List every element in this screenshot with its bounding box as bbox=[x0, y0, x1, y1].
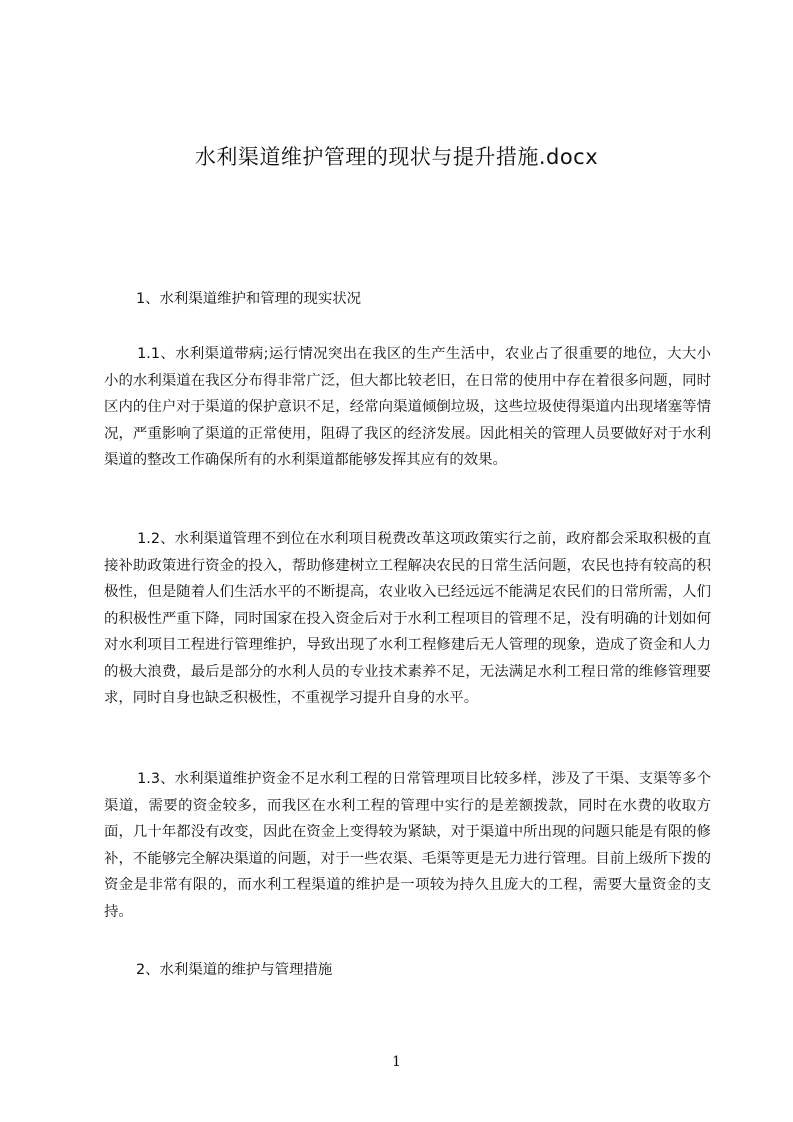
document-title: 水利渠道维护管理的现状与提升措施.docx bbox=[194, 145, 599, 169]
page-number: 1 bbox=[392, 1054, 401, 1070]
paragraph-1-1: 1.1、水利渠道带病;运行情况突出在我区的生产生活中，农业占了很重要的地位，大大小小的水利渠道在我区分布得非常广泛，但大都比较老旧，在日常的使用中存在着很多问题，同时区内的住户对于渠道的保护意识不足，经常向渠道倾倒垃圾，这些垃圾使得渠道内出现堵塞等情况，严重影响了渠道的正常使用，阻碍了我区的经济发展。因此相关的管理人员要做好对于水利渠道的整改工作确保所有的水利渠道都能够发挥其应有的效果。 bbox=[104, 346, 711, 468]
section-heading-2: 2、水利渠道的维护与管理措施 bbox=[136, 962, 333, 978]
paragraph-1-3: 1.3、水利渠道维护资金不足水利工程的日常管理项目比较多样，涉及了干渠、支渠等多个渠道，需要的资金较多，而我区在水利工程的管理中实行的是差额拨款，同时在水费的收取方面，几十年都没有改变，因此在资金上变得较为紧缺，对于渠道中所出现的问题只能是有限的修补，不能够完全解决渠道的问题，对于一些农渠、毛渠等更是无力进行管理。目前上级所下拨的资金是非常有限的，而水利工程渠道的维护是一项较为持久且庞大的工程，需要大量资金的支持。 bbox=[104, 771, 711, 920]
paragraph-1-2: 1.2、水利渠道管理不到位在水利项目税费改革这项政策实行之前，政府都会采取积极的直接补助政策进行资金的投入，帮助修建树立工程解决农民的日常生活问题，农民也持有较高的积极性，但是随着人们生活水平的不断提高，农业收入已经远远不能满足农民们的日常所需，人们的积极性严重下降，同时国家在投入资金后对于水利工程项目的管理不足，没有明确的计划如何对水利项目工程进行管理维护，导致出现了水利工程修建后无人管理的现象，造成了资金和人力的极大浪费，最后是部分的水利人员的专业技术素养不足，无法满足水利工程日常的维修管理要求，同时自身也缺乏积极性，不重视学习提升自身的水平。 bbox=[104, 531, 711, 706]
section-heading-1: 1、水利渠道维护和管理的现实状况 bbox=[136, 291, 362, 307]
